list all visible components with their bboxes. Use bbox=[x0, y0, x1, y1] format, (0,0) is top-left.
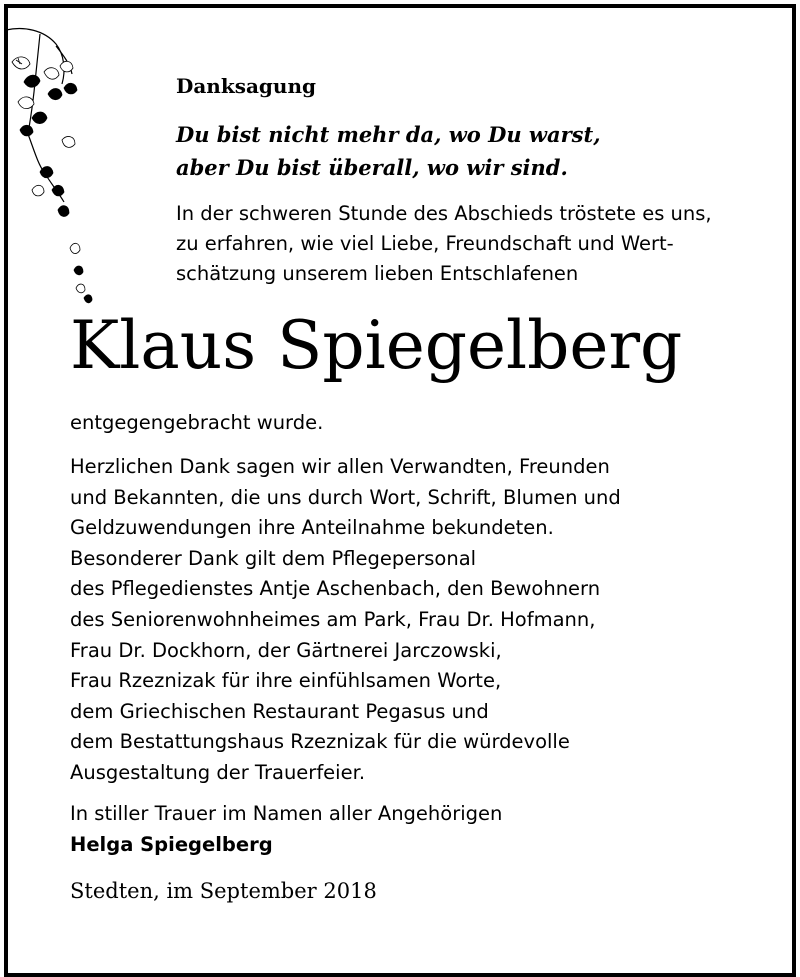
thanks-line: dem Bestattungshaus Rzeznizak für die würdevolle bbox=[70, 730, 570, 754]
deceased-name: Klaus Spiegelberg bbox=[70, 307, 683, 384]
place-date: Stedten, im September 2018 bbox=[70, 879, 377, 903]
signer-name: Helga Spiegelberg bbox=[70, 833, 273, 856]
thanks-line: Herzlichen Dank sagen wir allen Verwandten, Freunden bbox=[70, 455, 610, 478]
mourning-line: In stiller Trauer im Namen aller Angehörigen bbox=[70, 802, 503, 825]
thanks-line: Besonderer Dank gilt dem Pflegepersonal bbox=[70, 546, 477, 570]
thanks-line: Ausgestaltung der Trauerfeier. bbox=[70, 760, 366, 784]
thanks-line: Frau Dr. Dockhorn, der Gärtnerei Jarczowski, bbox=[70, 638, 502, 662]
after-name-text: entgegengebracht wurde. bbox=[70, 411, 324, 434]
thanks-line: und Bekannten, die uns durch Wort, Schrift, Blumen und bbox=[70, 485, 621, 509]
intro-line: zu erfahren, wie viel Liebe, Freundschaft und Wert- bbox=[176, 232, 674, 255]
notice-heading: Danksagung bbox=[176, 74, 316, 98]
thanks-line: Frau Rzeznizak für ihre einfühlsamen Worte, bbox=[70, 669, 502, 693]
intro-paragraph bbox=[176, 199, 712, 289]
thanks-line: des Seniorenwohnheimes am Park, Frau Dr. Hofmann, bbox=[70, 607, 596, 631]
thanks-line: Geldzuwendungen ihre Anteilnahme bekundeten. bbox=[70, 516, 554, 540]
intro-line: schätzung unserem lieben Entschlafenen bbox=[176, 262, 579, 285]
quote-block bbox=[176, 118, 601, 184]
quote-line: Du bist nicht mehr da, wo Du warst, bbox=[176, 122, 601, 147]
quote-line: aber Du bist überall, wo wir sind. bbox=[176, 155, 568, 180]
intro-line: In der schweren Stunde des Abschieds tröstete es uns, bbox=[176, 202, 712, 225]
thanks-line: des Pflegedienstes Antje Aschenbach, den Bewohnern bbox=[70, 577, 601, 601]
thanks-line: dem Griechischen Restaurant Pegasus und bbox=[70, 699, 489, 723]
thanks-paragraph bbox=[70, 452, 621, 789]
leaf-branch-icon bbox=[4, 22, 104, 312]
